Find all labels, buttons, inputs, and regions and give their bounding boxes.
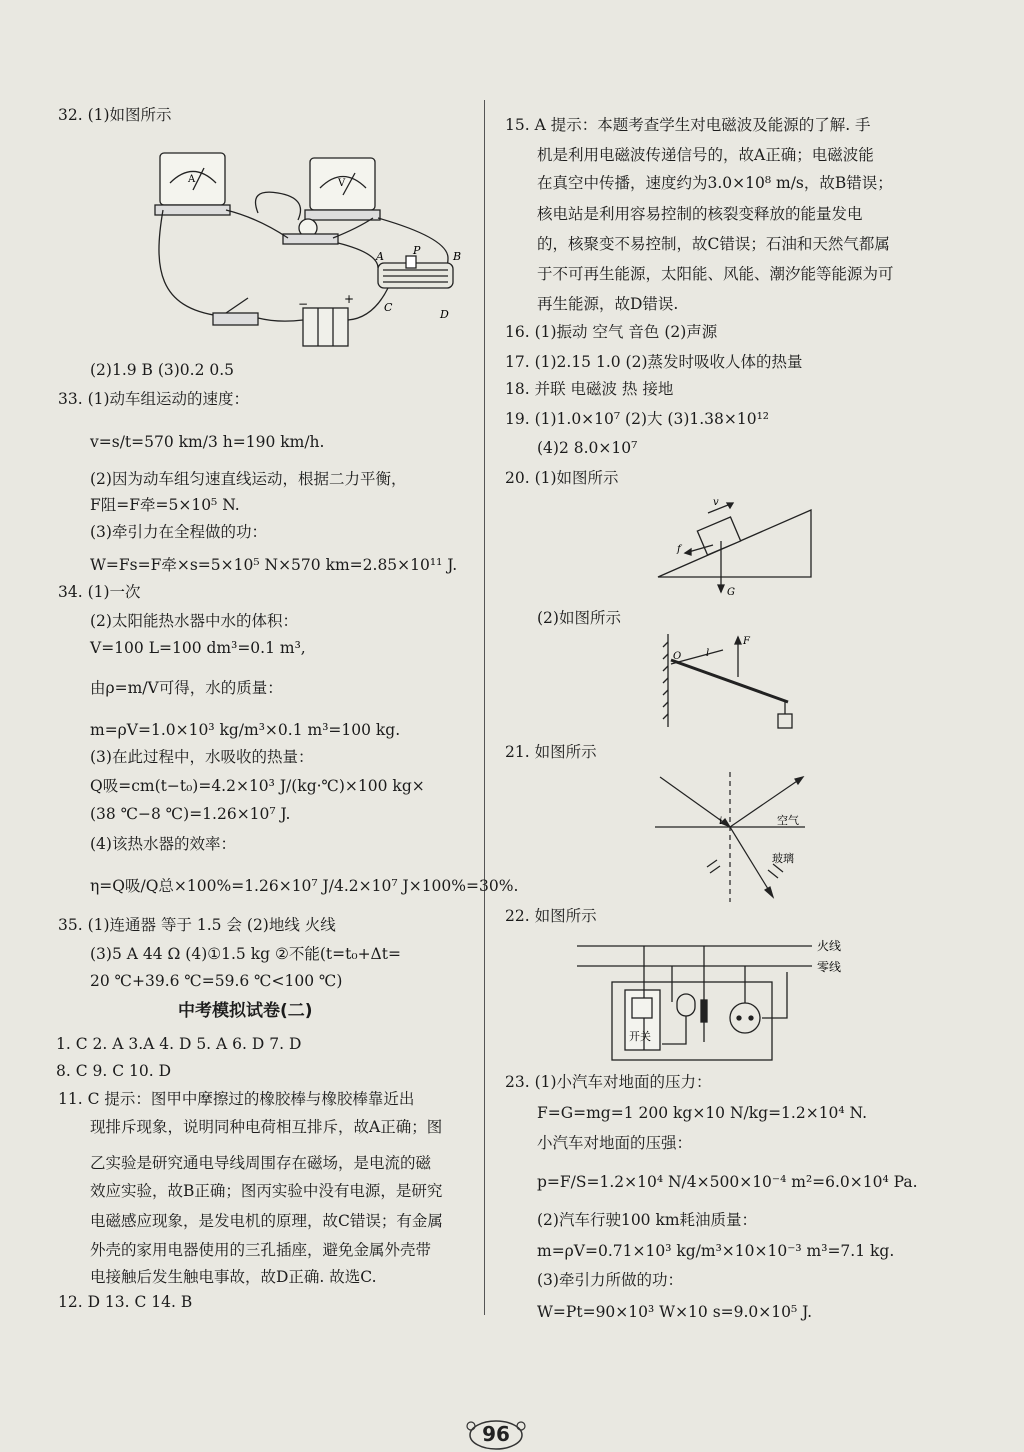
- q34-line-1: 34. (1)一次: [58, 583, 141, 601]
- gravity-label: G: [727, 587, 735, 598]
- weight-icon: [778, 714, 792, 728]
- force-label: F: [743, 636, 750, 647]
- q35-line-2: (3)5 A 44 Ω (4)①1.5 kg ②不能(t=t₀+Δt=: [90, 945, 401, 963]
- column-divider: [484, 100, 485, 1315]
- q33-line-4: F阻=F牵=5×10⁵ N.: [90, 496, 240, 514]
- q23-line-7: (3)牵引力所做的功：: [537, 1271, 683, 1289]
- q23-line-5: (2)汽车行驶100 km耗油质量：: [537, 1211, 758, 1229]
- rheostat-b-label: B: [453, 250, 462, 263]
- glass-label: 玻璃: [772, 852, 794, 865]
- q34-line-10: η=Q吸/Q总×100%=1.26×10⁷ J/4.2×10⁷ J×100%=30%.: [90, 877, 519, 895]
- right-column: [505, 0, 975, 1448]
- fuse-icon: [701, 1000, 707, 1022]
- switch-label: 开关: [629, 1030, 651, 1043]
- pivot-label: O: [673, 651, 682, 662]
- q20-line-2: (2)如图所示: [537, 609, 621, 627]
- incline-figure: [653, 495, 823, 605]
- switch-icon: [213, 313, 258, 325]
- q33-line-5: (3)牵引力在全程做的功：: [90, 523, 267, 541]
- q12-line: 12. D 13. C 14. B: [58, 1293, 193, 1311]
- q19-line-2: (4)2 8.0×10⁷: [537, 439, 638, 457]
- section-title: 中考模拟试卷(二): [178, 1001, 313, 1021]
- q11-line-3: 乙实验是研究通电导线周围存在磁场，是电流的磁: [90, 1154, 432, 1172]
- q22-line: 22. 如图所示: [505, 907, 597, 925]
- q11-line-5: 电磁感应现象，是发电机的原理，故C错误；有金属: [90, 1212, 443, 1230]
- q23-line-4: p=F/S=1.2×10⁴ N/4×500×10⁻⁴ m²=6.0×10⁴ Pa.: [537, 1173, 918, 1191]
- page-number: 96: [482, 1422, 510, 1446]
- q11-line-1: 11. C 提示：图甲中摩擦过的橡胶棒与橡胶棒靠近出: [58, 1090, 415, 1108]
- q23-line-6: m=ρV=0.71×10³ kg/m³×10×10⁻³ m³=7.1 kg.: [537, 1242, 895, 1260]
- q11-line-4: 效应实验，故B正确；图丙实验中没有电源，是研究: [90, 1182, 443, 1200]
- q34-line-8: (38 ℃−8 ℃)=1.26×10⁷ J.: [90, 805, 291, 823]
- battery-minus-label: −: [298, 297, 309, 311]
- lever-figure: [663, 632, 803, 737]
- q18-line: 18. 并联 电磁波 热 接地: [505, 380, 674, 398]
- rheostat-c-label: C: [384, 301, 393, 314]
- q20-line-1: 20. (1)如图所示: [505, 469, 619, 487]
- live-wire-label: 火线: [817, 939, 842, 953]
- q34-line-7: Q吸=cm(t−t₀)=4.2×10³ J/(kg·℃)×100 kg×: [90, 777, 425, 795]
- q23-line-1: 23. (1)小汽车对地面的压力：: [505, 1073, 712, 1091]
- q34-line-3: V=100 L=100 dm³=0.1 m³,: [90, 639, 306, 657]
- rheostat-d-label: D: [440, 308, 449, 321]
- velocity-label: v: [713, 497, 719, 508]
- refraction-figure: [655, 772, 825, 902]
- q23-line-3: 小汽车对地面的压强：: [537, 1134, 693, 1152]
- q35-line-3: 20 ℃+39.6 ℃=59.6 ℃<100 ℃): [90, 972, 343, 990]
- circuit-figure: [148, 148, 462, 353]
- q15-line-2: 机是利用电磁波传递信号的，故A正确；电磁波能: [537, 146, 874, 164]
- q34-line-5: m=ρV=1.0×10³ kg/m³×0.1 m³=100 kg.: [90, 721, 401, 739]
- q17-line: 17. (1)2.15 1.0 (2)蒸发时吸收人体的热量: [505, 353, 803, 371]
- q23-line-2: F=G=mg=1 200 kg×10 N/kg=1.2×10⁴ N.: [537, 1104, 868, 1122]
- q11-line-6: 外壳的家用电器使用的三孔插座，避免金属外壳带: [90, 1241, 432, 1259]
- mc-line-1: 1. C 2. A 3.A 4. D 5. A 6. D 7. D: [56, 1035, 302, 1053]
- q32-answer: (2)1.9 B (3)0.2 0.5: [90, 361, 235, 379]
- q34-line-2: (2)太阳能热水器中水的体积：: [90, 612, 298, 630]
- q34-line-6: (3)在此过程中，水吸收的热量：: [90, 748, 314, 766]
- q33-line-2: v=s/t=570 km/3 h=190 km/h.: [90, 433, 325, 451]
- left-column: [56, 0, 519, 1448]
- household-circuit-figure: [577, 932, 867, 1067]
- block-icon: [697, 517, 740, 555]
- q15-line-7: 再生能源，故D错误.: [537, 295, 679, 313]
- q33-line-6: W=Fs=F牵×s=5×10⁵ N×570 km=2.85×10¹¹ J.: [90, 556, 458, 574]
- rheostat-p-label: P: [413, 244, 421, 257]
- q34-line-9: (4)该热水器的效率：: [90, 835, 236, 853]
- q35-line-1: 35. (1)连通器 等于 1.5 会 (2)地线 火线: [58, 916, 336, 934]
- q23-line-8: W=Pt=90×10³ W×10 s=9.0×10⁵ J.: [537, 1303, 813, 1321]
- lever-arm-label: l: [706, 648, 710, 659]
- q19-line-1: 19. (1)1.0×10⁷ (2)大 (3)1.38×10¹²: [505, 410, 770, 428]
- q33-line-3: (2)因为动车组匀速直线运动，根据二力平衡，: [90, 470, 407, 488]
- q32-line: 32. (1)如图所示: [58, 106, 172, 124]
- q11-line-7: 电接触后发生触电事故，故D正确. 故选C.: [90, 1268, 377, 1286]
- q21-line: 21. 如图所示: [505, 743, 597, 761]
- neutral-wire-label: 零线: [817, 960, 842, 974]
- q34-line-4: 由ρ=m/V可得，水的质量：: [90, 679, 283, 697]
- ammeter-label: A: [188, 174, 196, 185]
- incidence-angle-label: i: [719, 816, 723, 827]
- friction-label: f: [677, 544, 681, 555]
- q33-line-1: 33. (1)动车组运动的速度：: [58, 390, 250, 408]
- rheostat-a-label: A: [376, 250, 384, 263]
- q11-line-2: 现排斥现象，说明同种电荷相互排斥，故A正确；图: [90, 1118, 443, 1136]
- q15-line-3: 在真空中传播，速度约为3.0×10⁸ m/s，故B错误；: [537, 174, 893, 192]
- q15-line-5: 的，核聚变不易控制，故C错误；石油和天然气都属: [537, 235, 890, 253]
- mc-line-2: 8. C 9. C 10. D: [56, 1062, 172, 1080]
- air-label: 空气: [777, 814, 799, 827]
- q16-line: 16. (1)振动 空气 音色 (2)声源: [505, 323, 718, 341]
- q15-line-4: 核电站是利用容易控制的核裂变释放的能量发电: [537, 205, 863, 223]
- battery-icon: [303, 308, 348, 346]
- q15-line-1: 15. A 提示：本题考查学生对电磁波及能源的了解. 手: [505, 116, 871, 134]
- battery-plus-label: +: [344, 292, 355, 306]
- q15-line-6: 于不可再生能源，太阳能、风能、潮汐能等能源为可: [537, 265, 894, 283]
- voltmeter-label: V: [338, 178, 346, 189]
